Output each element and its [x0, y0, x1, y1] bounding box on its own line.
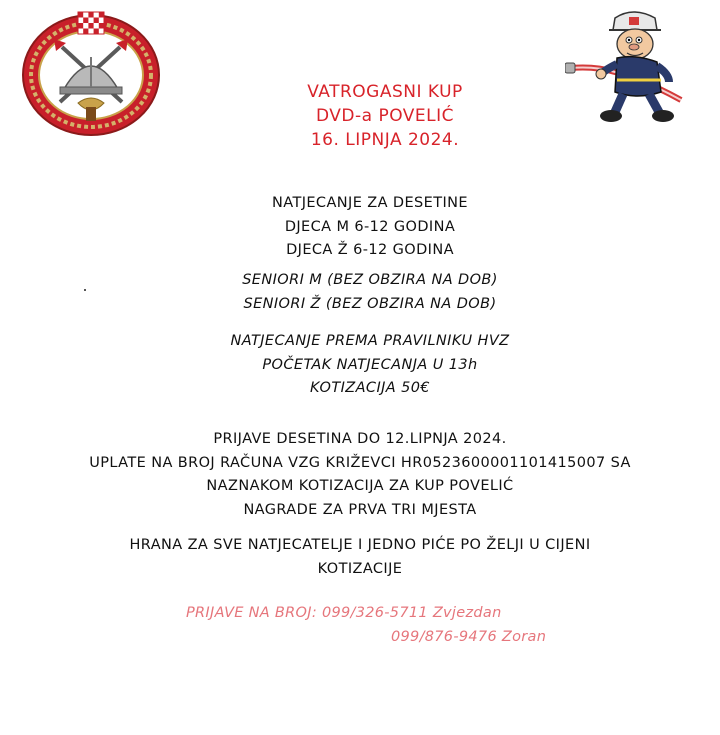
title-line-2: DVD-a POVELIĆ: [315, 106, 455, 126]
contact-line-2: 099/876-9476 Zoran: [391, 629, 547, 645]
registration-block: [0, 428, 720, 522]
title-line-3: 16. LIPNJA 2024.: [310, 130, 460, 150]
category-line: DJECA M 6-12 GODINA: [284, 218, 456, 235]
registration-line: NAZNAKOM KOTIZACIJA ZA KUP POVELIĆ: [206, 478, 514, 494]
title-line-1: VATROGASNI KUP: [307, 82, 463, 102]
event-title: [0, 80, 720, 152]
seniors-line: SENIORI Ž (BEZ OBZIRA NA DOB): [243, 295, 497, 312]
contact-line-1: PRIJAVE NA BROJ: 099/326-5711 Zvjezdan: [186, 605, 502, 621]
seniors-block: [10, 269, 720, 316]
category-line: DJECA Ž 6-12 GODINA: [286, 242, 454, 258]
seniors-line: SENIORI M (BEZ OBZIRA NA DOB): [242, 272, 498, 288]
registration-line: NAGRADE ZA PRVA TRI MJESTA: [243, 501, 477, 518]
rules-block: [10, 330, 720, 401]
registration-line: PRIJAVE DESETINA DO 12.LIPNJA 2024.: [213, 431, 507, 447]
food-line: HRANA ZA SVE NATJECATELJE I JEDNO PIĆE PO ŽELJI U CIJENI: [129, 537, 591, 553]
rules-line: NATJECANJE PREMA PRAVILNIKU HVZ: [230, 333, 510, 349]
food-block: [0, 534, 720, 581]
food-line: KOTIZACIJE: [317, 560, 403, 577]
category-line: NATJECANJE ZA DESETINE: [272, 195, 468, 211]
rules-line: KOTIZACIJA 50€: [310, 380, 430, 396]
registration-line: UPLATE NA BROJ RAČUNA VZG KRIŽEVCI HR0523600001101415007 SA: [89, 454, 631, 471]
categories-block: [10, 192, 720, 263]
rules-line: POČETAK NATJECANJA U 13h: [262, 356, 478, 373]
